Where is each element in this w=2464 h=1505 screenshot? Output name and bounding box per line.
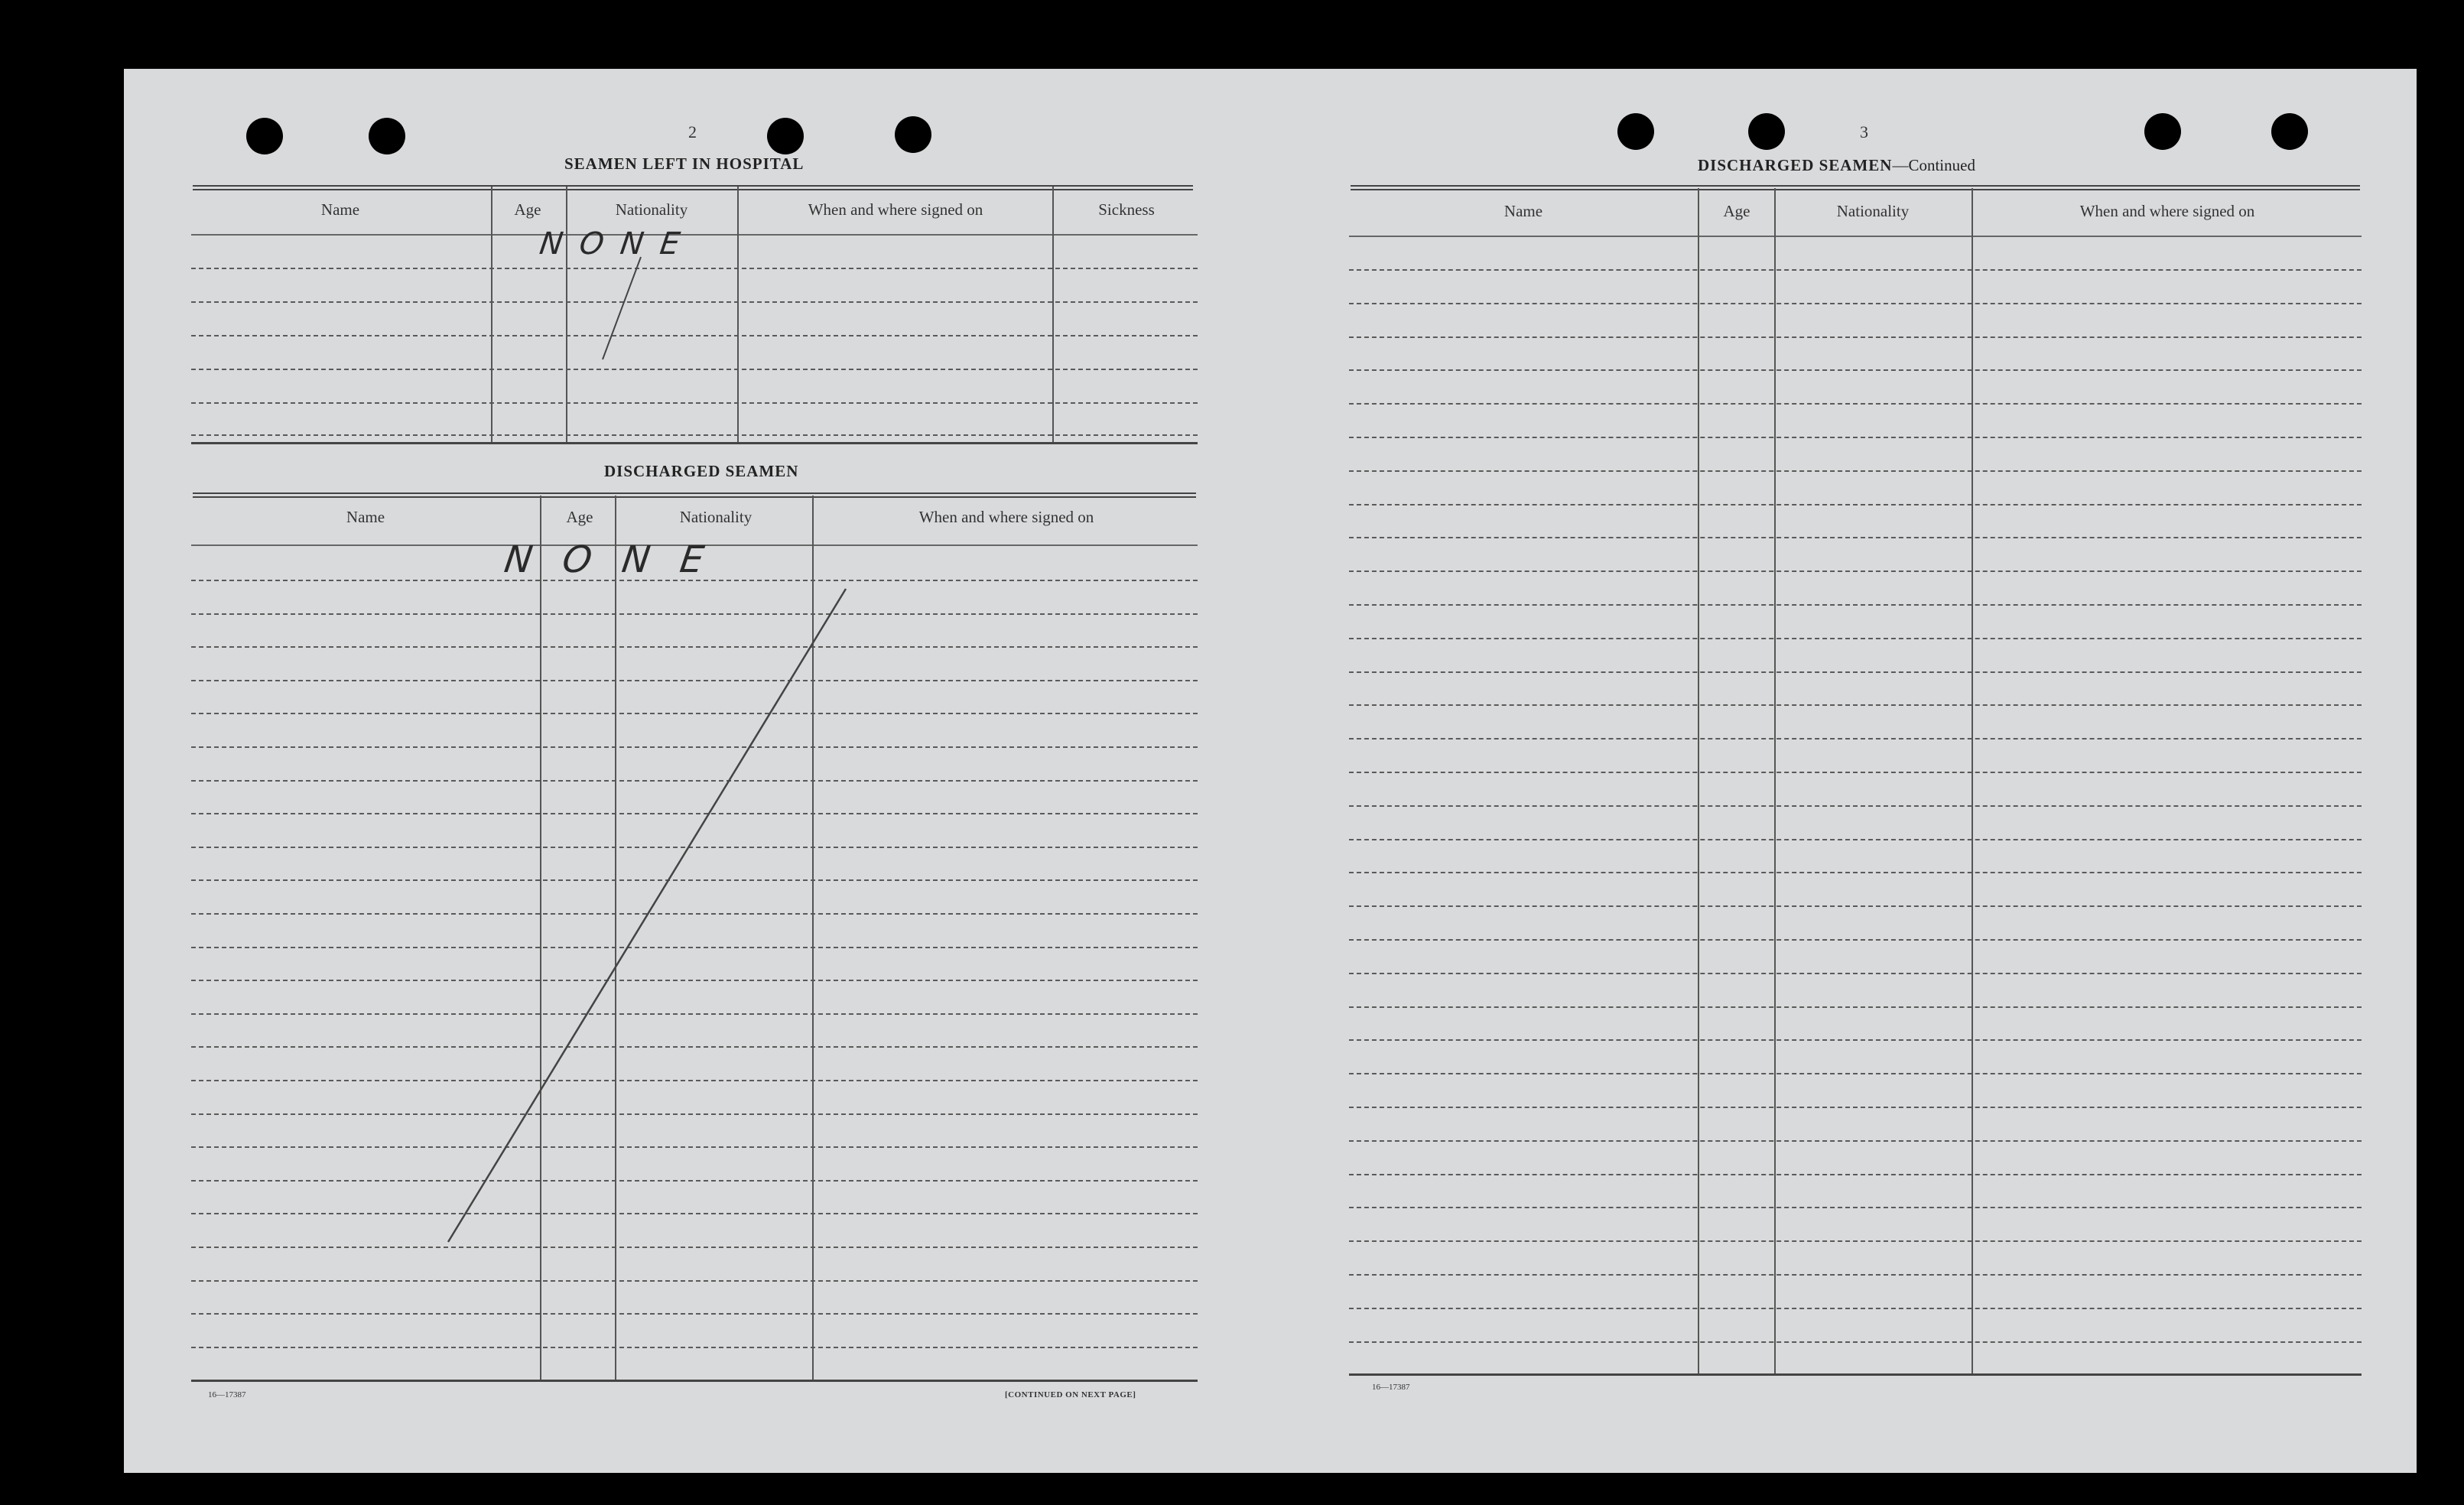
table-row bbox=[1349, 939, 2362, 941]
column-divider bbox=[1774, 188, 1776, 1373]
table-row bbox=[1349, 604, 2362, 606]
column-header: When and where signed on bbox=[808, 200, 983, 219]
form-code: 16—17387 bbox=[208, 1390, 246, 1399]
table-row bbox=[1349, 738, 2362, 739]
table-row bbox=[1349, 805, 2362, 807]
continued-note: [CONTINUED ON NEXT PAGE] bbox=[1005, 1390, 1136, 1399]
table-row bbox=[1349, 905, 2362, 907]
table-row bbox=[1349, 872, 2362, 873]
table-row bbox=[1349, 369, 2362, 371]
column-divider bbox=[1972, 188, 1973, 1373]
table-row bbox=[1349, 1073, 2362, 1074]
title-continued: —Continued bbox=[1892, 156, 1975, 174]
column-header: When and where signed on bbox=[2079, 202, 2255, 220]
title-text: DISCHARGED SEAMEN bbox=[1698, 156, 1893, 174]
table-row bbox=[1349, 1006, 2362, 1008]
table-row bbox=[1349, 1274, 2362, 1276]
table-row bbox=[1349, 1039, 2362, 1041]
strike-line bbox=[603, 257, 641, 359]
column-header: Age bbox=[1723, 202, 1750, 220]
table-row bbox=[1349, 671, 2362, 673]
handwritten-none: NONE bbox=[537, 226, 699, 262]
handwritten-none: NONE bbox=[502, 538, 737, 581]
table-row bbox=[1349, 504, 2362, 505]
strike-line bbox=[448, 589, 846, 1242]
header-rule bbox=[1349, 236, 2362, 237]
table-row bbox=[1349, 1308, 2362, 1309]
table-row bbox=[1349, 1341, 2362, 1343]
column-header: Name bbox=[1503, 202, 1543, 220]
table-row bbox=[1349, 303, 2362, 304]
table-row bbox=[1349, 470, 2362, 472]
table-row bbox=[1349, 437, 2362, 438]
table-row bbox=[1349, 1174, 2362, 1175]
column-header: Nationality bbox=[1836, 202, 1910, 220]
table-row bbox=[1349, 403, 2362, 405]
section-title-discharged: DISCHARGED SEAMEN bbox=[604, 462, 799, 480]
table-row bbox=[1349, 570, 2362, 572]
table-row bbox=[1349, 336, 2362, 338]
section-title-hospital: SEAMEN LEFT IN HOSPITAL bbox=[564, 154, 805, 173]
page-number: 3 bbox=[1860, 122, 1868, 141]
column-header: Age bbox=[566, 508, 593, 526]
table-row bbox=[1349, 839, 2362, 840]
column-header: Nationality bbox=[615, 200, 688, 219]
column-header: Nationality bbox=[679, 508, 753, 526]
table-rule bbox=[1349, 1373, 2362, 1376]
section-title-discharged-continued bbox=[1698, 156, 1975, 175]
column-divider bbox=[1698, 188, 1699, 1373]
table-row bbox=[1349, 772, 2362, 773]
table-row bbox=[1349, 1140, 2362, 1142]
column-header: Age bbox=[514, 200, 541, 219]
table-row bbox=[1349, 1240, 2362, 1242]
form-code: 16—17387 bbox=[1372, 1383, 1410, 1392]
column-header: Sickness bbox=[1098, 200, 1155, 219]
page-number: 2 bbox=[688, 122, 697, 141]
table-rule bbox=[1351, 185, 2360, 190]
column-header: Name bbox=[346, 508, 385, 526]
column-header: Name bbox=[320, 200, 360, 219]
table-row bbox=[1349, 1107, 2362, 1108]
column-header: When and where signed on bbox=[918, 508, 1094, 526]
table-row bbox=[1349, 973, 2362, 974]
table-row bbox=[1349, 1207, 2362, 1208]
table-row bbox=[1349, 537, 2362, 538]
table-row bbox=[1349, 704, 2362, 706]
table-row bbox=[1349, 638, 2362, 639]
table-row bbox=[1349, 269, 2362, 271]
